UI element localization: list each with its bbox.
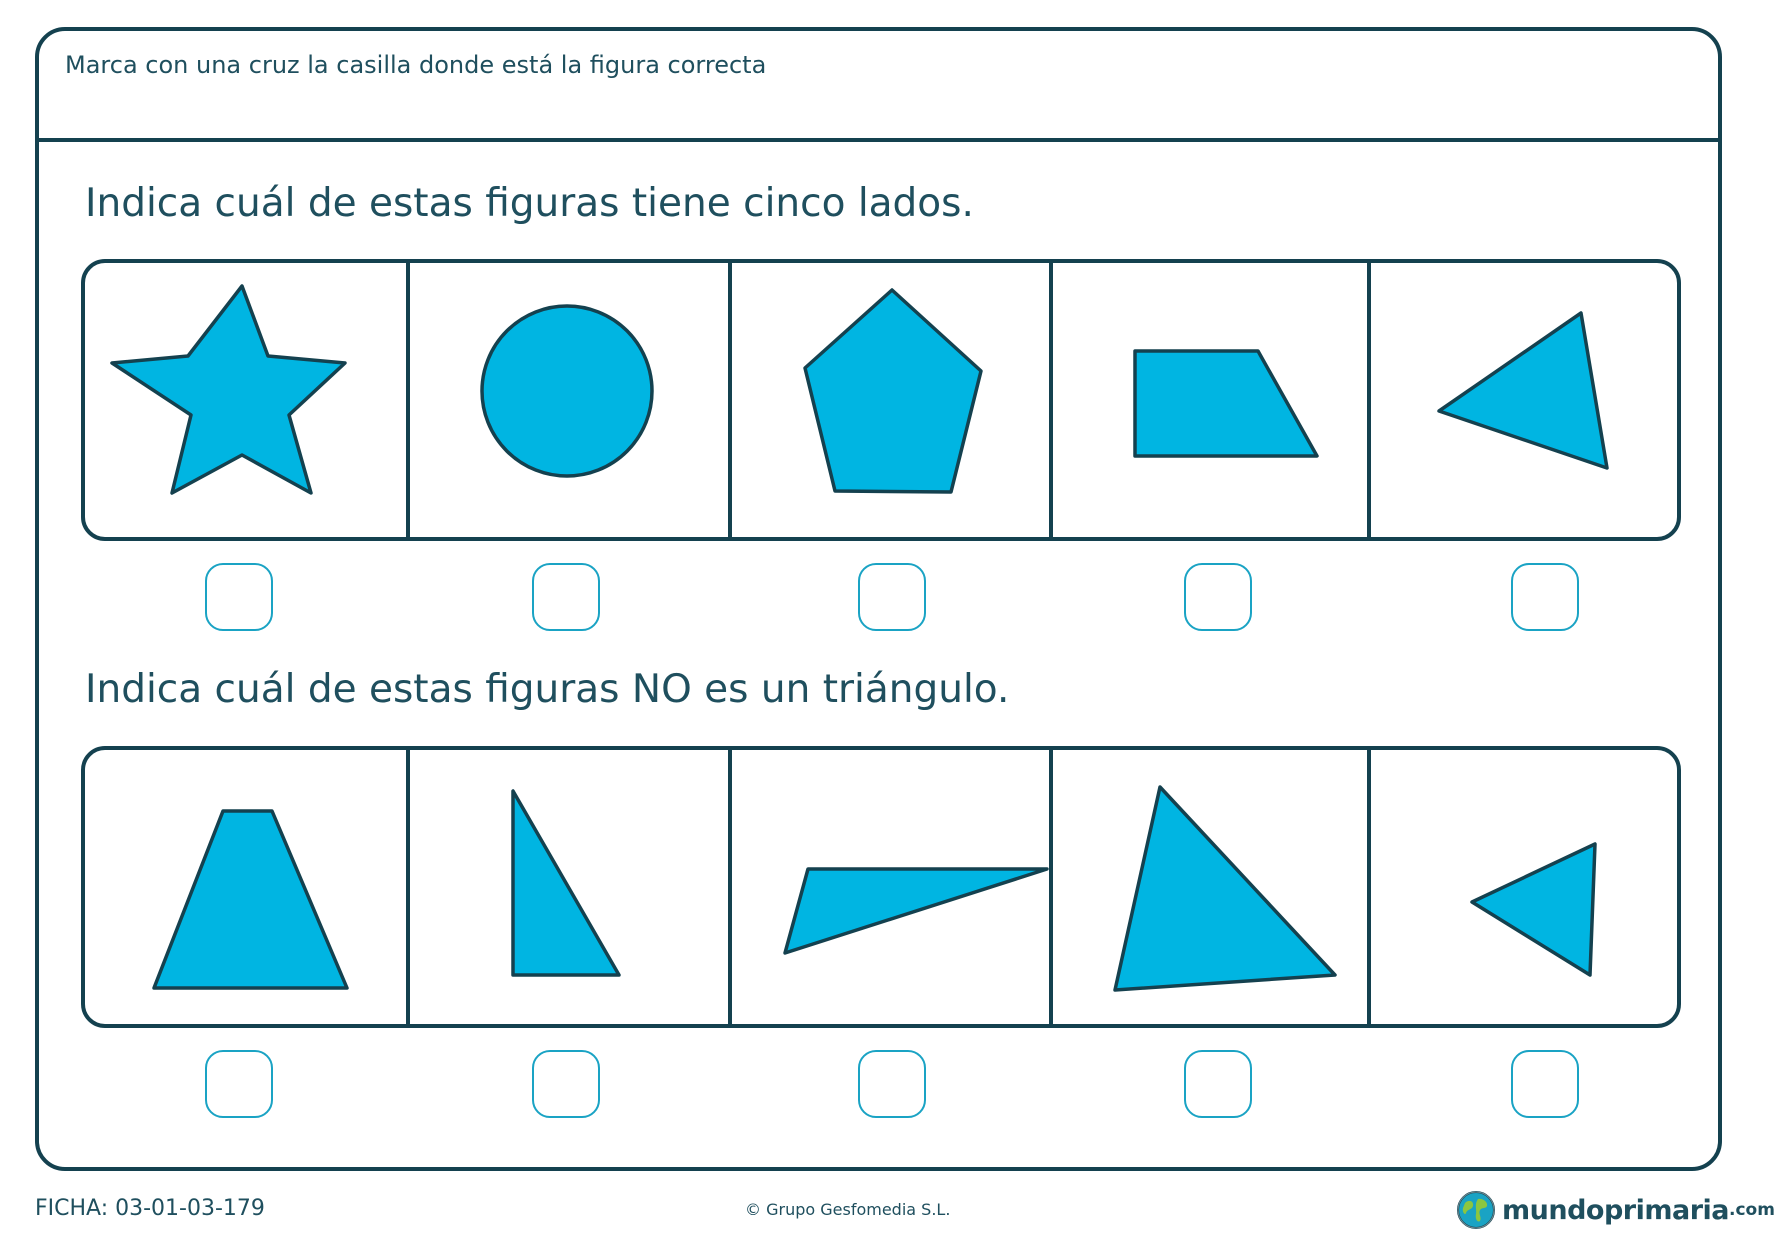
triangle-shape <box>1371 263 1679 545</box>
logo-tld: .com <box>1729 1200 1775 1220</box>
q2-checkbox-5[interactable] <box>1511 1050 1579 1118</box>
trapezoid-shape <box>1053 263 1368 545</box>
right-triangle-shape <box>410 750 729 1032</box>
trapezoid-shape <box>85 750 408 1032</box>
worksheet-code: FICHA: 03-01-03-179 <box>35 1196 265 1221</box>
q2-checkbox-4[interactable] <box>1184 1050 1252 1118</box>
globe-icon <box>1456 1190 1496 1230</box>
circle-shape <box>410 263 729 545</box>
thin-triangle-shape <box>732 750 1051 1032</box>
q2-checkbox-3[interactable] <box>858 1050 926 1118</box>
instruction-band <box>39 31 1718 142</box>
logo-name: mundoprimaria <box>1502 1194 1729 1226</box>
q1-cell-5 <box>1371 263 1677 537</box>
triangle-shape <box>1371 750 1679 1032</box>
q2-checkbox-2[interactable] <box>532 1050 600 1118</box>
q2-checkbox-1[interactable] <box>205 1050 273 1118</box>
q1-cell-1 <box>85 263 410 537</box>
q1-checkbox-1[interactable] <box>205 563 273 631</box>
q2-cell-4 <box>1053 750 1370 1024</box>
question-2-text: Indica cuál de estas figuras NO es un triángulo. <box>85 667 1010 712</box>
copyright-text: © Grupo Gesfomedia S.L. <box>745 1200 951 1219</box>
q2-cell-5 <box>1371 750 1677 1024</box>
triangle-shape <box>1053 750 1368 1032</box>
question-1-shapes-row <box>81 259 1681 541</box>
q2-cell-1 <box>85 750 410 1024</box>
question-2-shapes-row <box>81 746 1681 1028</box>
q1-checkbox-3[interactable] <box>858 563 926 631</box>
pentagon-shape <box>732 263 1051 545</box>
q1-cell-2 <box>410 263 731 537</box>
worksheet <box>35 27 1722 1171</box>
instruction-text: Marca con una cruz la casilla donde está la figura correcta <box>65 51 767 79</box>
mundoprimaria-logo[interactable] <box>1456 1189 1775 1231</box>
q2-cell-3 <box>732 750 1053 1024</box>
q1-checkbox-5[interactable] <box>1511 563 1579 631</box>
q1-checkbox-4[interactable] <box>1184 563 1252 631</box>
q1-cell-3 <box>732 263 1053 537</box>
star-shape <box>85 263 408 545</box>
q1-cell-4 <box>1053 263 1370 537</box>
q1-checkbox-2[interactable] <box>532 563 600 631</box>
question-1-text: Indica cuál de estas figuras tiene cinco lados. <box>85 181 974 226</box>
q2-cell-2 <box>410 750 731 1024</box>
